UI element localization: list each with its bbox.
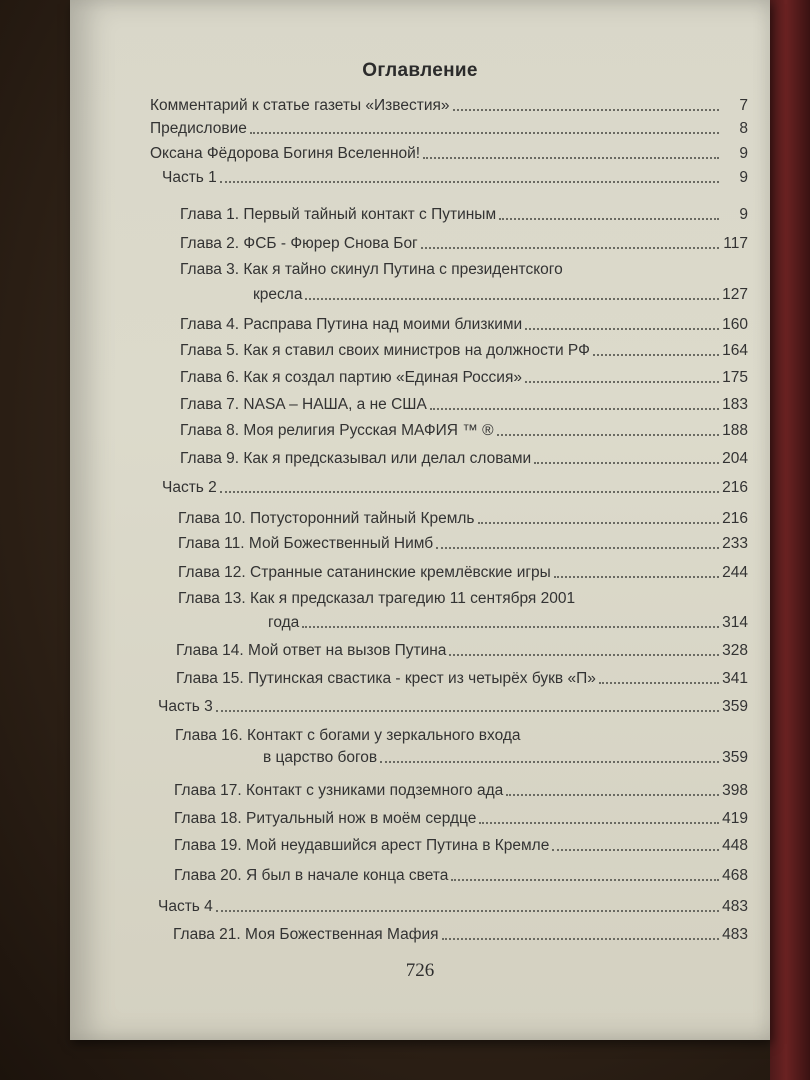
- dot-leader: [554, 575, 719, 578]
- toc-entry-label: Глава 15. Путинская свастика - крест из четырёх букв «П»: [176, 670, 596, 687]
- toc-entry-label-line1: Глава 16. Контакт с богами у зеркального входа: [175, 727, 521, 744]
- toc-entry-label: Глава 10. Потусторонний тайный Кремль: [178, 510, 475, 527]
- dot-leader: [442, 937, 719, 940]
- toc-entry-page: 483: [722, 898, 748, 915]
- toc-entry: [150, 144, 748, 163]
- toc-chapter-entry: [178, 509, 748, 528]
- dot-leader: [216, 709, 719, 712]
- toc-entry-page: 328: [722, 642, 748, 659]
- toc-chapter-entry: [176, 669, 748, 688]
- toc-title: Оглавление: [362, 60, 478, 81]
- toc-entry-label: Глава 14. Мой ответ на вызов Путина: [176, 642, 447, 659]
- toc-chapter-entry: [268, 613, 748, 632]
- toc-entry-page: 216: [722, 479, 748, 496]
- dot-leader: [479, 821, 719, 824]
- toc-entry: [150, 119, 748, 138]
- toc-entry-page: 448: [722, 837, 748, 854]
- dot-leader: [216, 909, 719, 912]
- toc-part-entry: [162, 478, 748, 497]
- toc-entry-page: 7: [739, 97, 748, 114]
- toc-entry-page: 398: [722, 782, 748, 799]
- dot-leader: [380, 760, 719, 763]
- toc-entry-label: Часть 2: [162, 479, 217, 496]
- dot-leader: [478, 521, 720, 524]
- toc-entry-label: Глава 8. Моя религия Русская МАФИЯ ™ ®: [180, 422, 494, 439]
- toc-entry-page: 216: [722, 510, 748, 527]
- toc-entry: [150, 96, 748, 115]
- toc-chapter-entry: [263, 748, 748, 767]
- dot-leader: [497, 433, 720, 436]
- dot-leader: [305, 297, 719, 300]
- dot-leader: [506, 793, 719, 796]
- dot-leader: [302, 625, 719, 628]
- dot-leader: [436, 546, 719, 549]
- dot-leader: [534, 461, 719, 464]
- toc-entry-label: года: [268, 614, 300, 631]
- toc-chapter-entry: [180, 205, 748, 224]
- dot-leader: [220, 180, 719, 183]
- book-cover-edge: [770, 0, 810, 1080]
- toc-chapter-entry: [253, 285, 748, 304]
- toc-part-entry: [162, 168, 748, 187]
- toc-entry-page: 188: [722, 422, 748, 439]
- toc-entry-page: 164: [722, 342, 748, 359]
- toc-chapter-entry: [180, 234, 748, 253]
- dot-leader: [430, 407, 719, 410]
- toc-entry-label: Глава 4. Расправа Путина над моими близкими: [180, 316, 523, 333]
- toc-entry-label: Глава 11. Мой Божественный Нимб: [178, 535, 434, 552]
- toc-entry-page: 183: [722, 396, 748, 413]
- toc-entry-page: 468: [722, 867, 748, 884]
- toc-entry-label: Глава 17. Контакт с узниками подземного ада: [174, 782, 504, 799]
- dot-leader: [525, 380, 719, 383]
- toc-chapter-entry: [176, 641, 748, 660]
- toc-entry-page: 9: [739, 145, 748, 162]
- toc-chapter-entry: [180, 315, 748, 334]
- toc-chapter-entry: [173, 925, 748, 944]
- toc-chapter-entry: [174, 809, 748, 828]
- toc-entry-label: Глава 12. Странные сатанинские кремлёвские игры: [178, 564, 551, 581]
- toc-entry-page: 160: [722, 316, 748, 333]
- toc-entry-label: в царство богов: [263, 749, 378, 766]
- toc-part-entry: [158, 897, 748, 916]
- page-number: 726: [405, 960, 435, 981]
- toc-entry-label: Комментарий к статье газеты «Известия»: [150, 97, 450, 114]
- toc-entry-page: 9: [739, 169, 748, 186]
- dot-leader: [525, 327, 719, 330]
- toc-entry-page: 359: [722, 698, 748, 715]
- book-page: [70, 0, 770, 1040]
- toc-entry-label: Глава 2. ФСБ - Фюрер Снова Бог: [180, 235, 418, 252]
- toc-entry-page: 127: [722, 286, 748, 303]
- toc-entry-label: Глава 21. Моя Божественная Мафия: [173, 926, 439, 943]
- toc-entry-label-line1: Глава 13. Как я предсказал трагедию 11 сентября 2001: [178, 590, 576, 607]
- dot-leader: [220, 490, 719, 493]
- toc-entry-label-line1: Глава 3. Как я тайно скинул Путина с президентского: [180, 261, 563, 278]
- dot-leader: [250, 131, 719, 134]
- table-of-contents: [70, 0, 770, 1040]
- toc-entry-label: Глава 9. Как я предсказывал или делал словами: [180, 450, 532, 467]
- toc-entry-label: Глава 20. Я был в начале конца света: [174, 867, 449, 884]
- toc-entry-label: Глава 7. NASA – НАША, а не США: [180, 396, 427, 413]
- toc-entry-label: Предисловие: [150, 120, 247, 137]
- toc-entry-page: 117: [723, 235, 748, 252]
- toc-chapter-entry: [180, 368, 748, 387]
- toc-chapter-entry: [174, 836, 748, 855]
- toc-entry-page: 359: [722, 749, 748, 766]
- toc-entry-page: 419: [722, 810, 748, 827]
- toc-chapter-entry: [180, 421, 748, 440]
- dot-leader: [552, 848, 719, 851]
- toc-entry-label: Глава 5. Как я ставил своих министров на должности РФ: [180, 342, 590, 359]
- dot-leader: [423, 156, 719, 159]
- dot-leader: [421, 246, 719, 249]
- dot-leader: [499, 217, 719, 220]
- toc-chapter-entry: [178, 563, 748, 582]
- toc-entry-page: 204: [722, 450, 748, 467]
- toc-entry-label: кресла: [253, 286, 303, 303]
- toc-entry-page: 483: [722, 926, 748, 943]
- toc-part-entry: [158, 697, 748, 716]
- toc-chapter-entry: [180, 449, 748, 468]
- toc-entry-label: Оксана Фёдорова Богиня Вселенной!: [150, 145, 421, 162]
- toc-entry-label: Глава 6. Как я создал партию «Единая Россия»: [180, 369, 522, 386]
- toc-entry-page: 244: [722, 564, 748, 581]
- dot-leader: [599, 681, 719, 684]
- toc-entry-page: 314: [722, 614, 748, 631]
- toc-entry-page: 233: [722, 535, 748, 552]
- toc-entry-page: 341: [722, 670, 748, 687]
- toc-chapter-entry: [174, 781, 748, 800]
- toc-entry-label: Глава 18. Ритуальный нож в моём сердце: [174, 810, 477, 827]
- dot-leader: [453, 108, 720, 111]
- toc-entry-label: Глава 1. Первый тайный контакт с Путиным: [180, 206, 497, 223]
- dot-leader: [593, 353, 719, 356]
- toc-entry-page: 8: [739, 120, 748, 137]
- toc-chapter-entry: [180, 341, 748, 360]
- dot-leader: [451, 878, 719, 881]
- toc-chapter-entry: [174, 866, 748, 885]
- toc-chapter-entry: [180, 395, 748, 414]
- toc-chapter-entry: [178, 534, 748, 553]
- toc-entry-label: Часть 4: [158, 898, 213, 915]
- toc-entry-page: 9: [739, 206, 748, 223]
- toc-entry-page: 175: [722, 369, 748, 386]
- toc-entry-label: Часть 1: [162, 169, 217, 186]
- dot-leader: [449, 653, 719, 656]
- toc-entry-label: Часть 3: [158, 698, 213, 715]
- toc-entry-label: Глава 19. Мой неудавшийся арест Путина в Кремле: [174, 837, 550, 854]
